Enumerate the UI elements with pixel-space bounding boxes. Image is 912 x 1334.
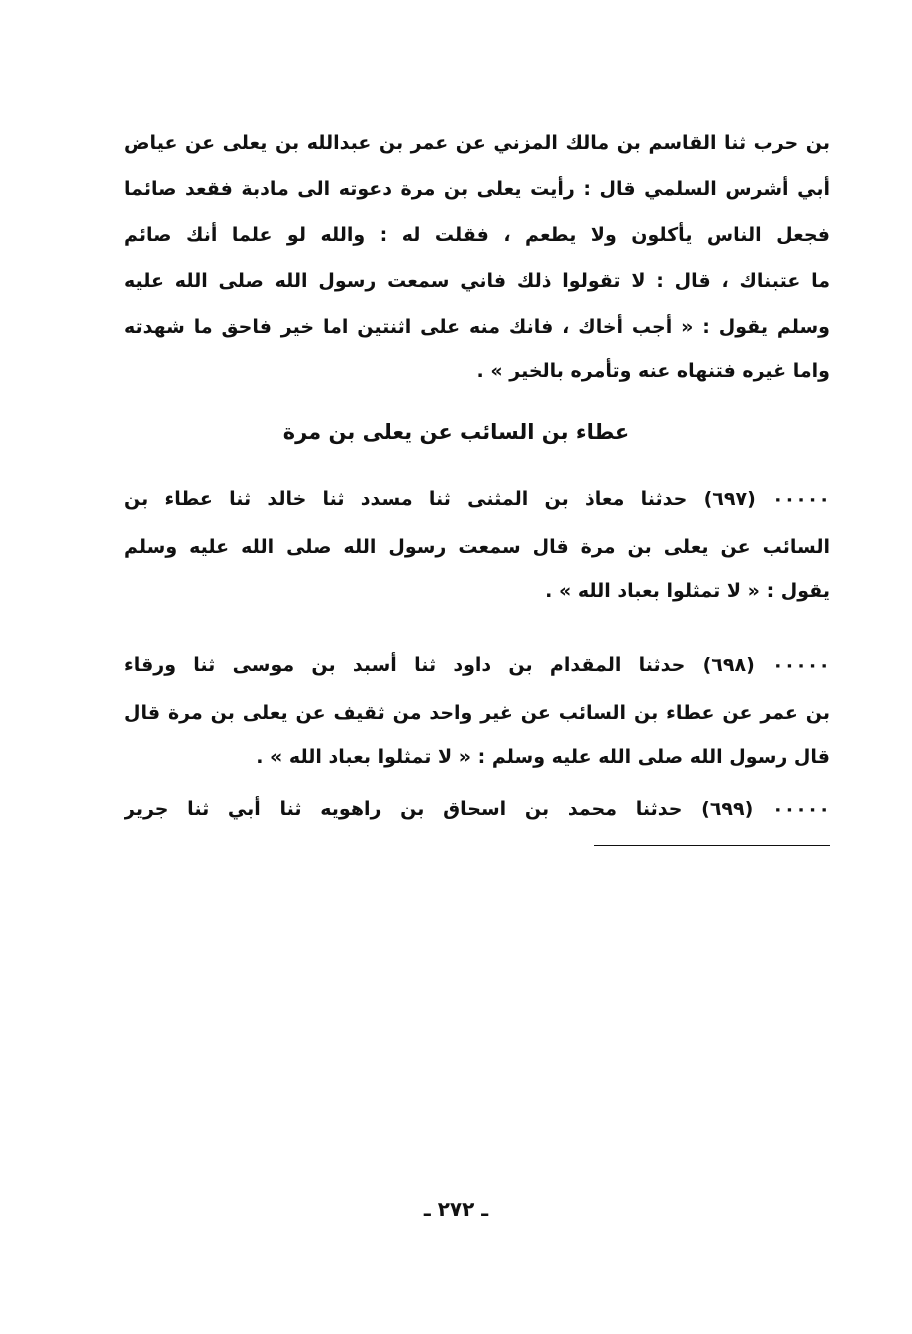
- page-number: ـ ٢٧٢ ـ: [423, 1197, 489, 1221]
- body-line: واما غيره فتنهاه عنه وتأمره بالخير » .: [476, 360, 830, 382]
- hadith-698-line: بن عمر عن عطاء بن السائب عن غير واحد من ثقيف عن يعلى بن مرة قال: [124, 702, 830, 724]
- body-line: أبي أشرس السلمي قال : رأيت يعلى بن مرة دعوته الى مادبة فقعد صائما: [124, 178, 830, 200]
- hadith-697-line: ٠٠٠٠٠ (٦٩٧) حدثنا معاذ بن المثنى ثنا مسدد ثنا خالد ثنا عطاء بن: [124, 488, 830, 510]
- hadith-697-line: السائب عن يعلى بن مرة قال سمعت رسول الله صلى الله عليه وسلم: [124, 536, 830, 558]
- body-line: فجعل الناس يأكلون ولا يطعم ، فقلت له : والله لو علما أنك صائم: [124, 224, 830, 246]
- body-line: ما عتبناك ، قال : لا تقولوا ذلك فاني سمعت رسول الله صلى الله عليه: [124, 270, 830, 292]
- footnote-separator: [594, 845, 830, 846]
- hadith-698-line: ٠٠٠٠٠ (٦٩٨) حدثنا المقدام بن داود ثنا أسبد بن موسى ثنا ورقاء: [124, 654, 830, 676]
- body-line: وسلم يقول : « أجب أخاك ، فانك منه على اثنتين اما خير فاحق ما شهدته: [124, 316, 830, 338]
- hadith-698-line: قال رسول الله صلى الله عليه وسلم : « لا تمثلوا بعباد الله » .: [256, 746, 830, 768]
- section-heading: عطاء بن السائب عن يعلى بن مرة: [282, 420, 630, 444]
- hadith-697-line: يقول : « لا تمثلوا بعباد الله » .: [545, 580, 830, 602]
- body-line: بن حرب ثنا القاسم بن مالك المزني عن عمر بن عبدالله بن يعلى عن عياض: [124, 132, 830, 154]
- hadith-699-line: ٠٠٠٠٠ (٦٩٩) حدثنا محمد بن اسحاق بن راهويه ثنا أبي ثنا جرير: [124, 798, 830, 820]
